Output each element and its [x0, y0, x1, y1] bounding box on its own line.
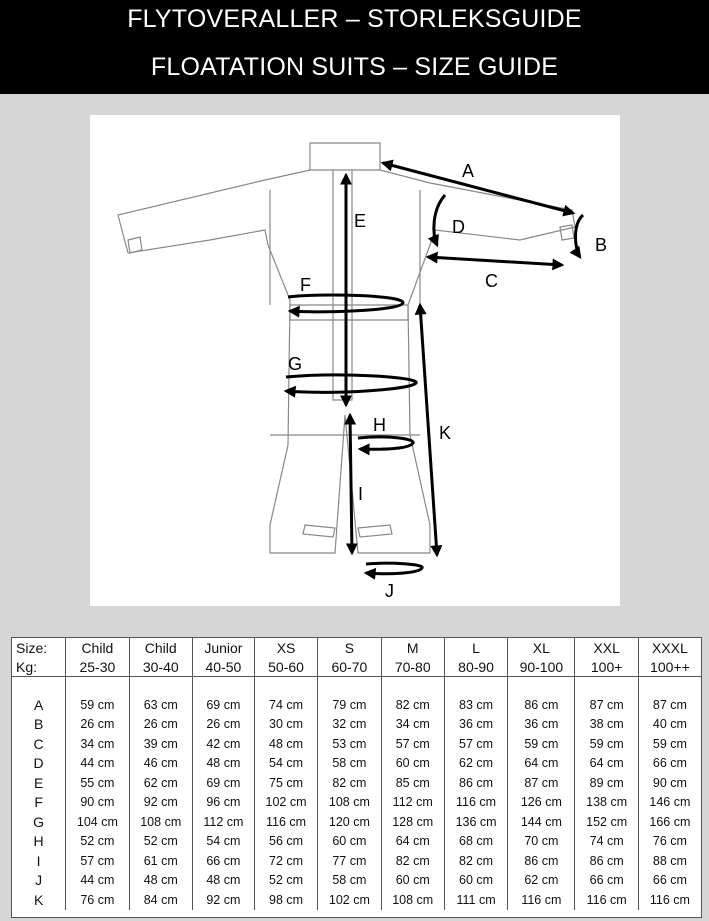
weight-header-row — [12, 657, 701, 677]
table-cell: 64 cm — [575, 754, 638, 774]
measurement-arrows — [286, 163, 583, 574]
arrow-i — [350, 415, 352, 553]
table-cell: 116 cm — [254, 812, 317, 832]
table-cell: 60 cm — [318, 832, 381, 852]
row-letter: C — [33, 735, 44, 752]
table-cell: 26 cm — [129, 715, 192, 735]
table-cell: 36 cm — [508, 715, 575, 735]
table-row — [12, 851, 701, 871]
table-cell: 76 cm — [66, 890, 129, 910]
table-cell: 136 cm — [444, 812, 507, 832]
table-cell: 38 cm — [575, 715, 638, 735]
label-d: D — [452, 217, 465, 237]
table-cell: 90 cm — [638, 773, 701, 793]
table-cell: 44 cm — [66, 754, 129, 774]
measurement-rows — [12, 695, 701, 910]
row-letter: G — [33, 813, 45, 830]
table-cell: 42 cm — [192, 734, 254, 754]
row-letter: A — [33, 696, 44, 713]
table-cell: 58 cm — [318, 754, 381, 774]
table-cell: 86 cm — [508, 851, 575, 871]
row-letter: H — [33, 833, 44, 850]
table-cell: 116 cm — [638, 890, 701, 910]
table-cell: 60 cm — [444, 871, 507, 891]
table-cell: 82 cm — [381, 695, 444, 715]
table-cell: 85 cm — [381, 773, 444, 793]
row-letter: I — [36, 852, 41, 869]
table-cell: 146 cm — [638, 793, 701, 813]
table-cell: 52 cm — [254, 871, 317, 891]
label-b: B — [595, 235, 608, 255]
label-c: C — [485, 271, 498, 291]
table-cell: 62 cm — [508, 871, 575, 891]
weight-col-9: 100+ — [575, 657, 638, 677]
table-cell: 63 cm — [129, 695, 192, 715]
label-f: F — [300, 275, 311, 295]
title-norwegian: FLYTOVERALLER – STORLEKSGUIDE — [127, 5, 582, 33]
table-cell: 54 cm — [254, 754, 317, 774]
title-english: FLOATATION SUITS – SIZE GUIDE — [150, 53, 559, 81]
table-cell: 102 cm — [254, 793, 317, 813]
table-cell: 34 cm — [66, 734, 129, 754]
table-cell: 83 cm — [444, 695, 507, 715]
size-col-7: L — [444, 638, 507, 657]
weight-col-10: 100++ — [638, 657, 701, 677]
label-h: H — [373, 415, 386, 435]
page-header — [0, 0, 709, 94]
table-cell: 66 cm — [638, 754, 701, 774]
table-cell: 104 cm — [66, 812, 129, 832]
table-cell: 64 cm — [381, 832, 444, 852]
table-cell: 92 cm — [129, 793, 192, 813]
table-cell: 166 cm — [638, 812, 701, 832]
size-header-row — [12, 638, 701, 657]
table-cell: 66 cm — [192, 851, 254, 871]
table-cell: 57 cm — [444, 734, 507, 754]
table-cell: 57 cm — [66, 851, 129, 871]
arrow-h — [358, 437, 413, 449]
table-cell: 108 cm — [381, 890, 444, 910]
arrow-g — [286, 375, 416, 392]
table-cell: 57 cm — [381, 734, 444, 754]
weight-col-1: 25-30 — [66, 657, 129, 677]
table-cell: 48 cm — [192, 871, 254, 891]
table-cell: 52 cm — [66, 832, 129, 852]
table-cell: 116 cm — [575, 890, 638, 910]
arrow-d — [434, 195, 445, 245]
table-cell: 48 cm — [129, 871, 192, 891]
weight-col-6: 70-80 — [381, 657, 444, 677]
size-col-2: Child — [129, 638, 192, 657]
table-cell: 82 cm — [444, 851, 507, 871]
table-cell: 62 cm — [444, 754, 507, 774]
table-row — [12, 871, 701, 891]
table-cell: 86 cm — [575, 851, 638, 871]
table-cell: 90 cm — [66, 793, 129, 813]
table-cell: 86 cm — [444, 773, 507, 793]
table-cell: 144 cm — [508, 812, 575, 832]
weight-col-8: 90-100 — [508, 657, 575, 677]
size-col-4: XS — [254, 638, 317, 657]
table-cell: 61 cm — [129, 851, 192, 871]
table-cell: 87 cm — [575, 695, 638, 715]
arrow-c — [428, 257, 562, 265]
arrow-b — [576, 215, 584, 257]
row-letter: J — [35, 872, 43, 889]
table-cell: 82 cm — [318, 773, 381, 793]
table-cell: 48 cm — [254, 734, 317, 754]
table-cell: 60 cm — [381, 754, 444, 774]
table-cell: 40 cm — [638, 715, 701, 735]
table-cell: 87 cm — [508, 773, 575, 793]
table-cell: 102 cm — [318, 890, 381, 910]
table-cell: 58 cm — [318, 871, 381, 891]
table-cell: 96 cm — [192, 793, 254, 813]
table-cell: 59 cm — [638, 734, 701, 754]
table-row — [12, 754, 701, 774]
weight-col-5: 60-70 — [318, 657, 381, 677]
table-row — [12, 812, 701, 832]
table-cell: 108 cm — [318, 793, 381, 813]
label-a: A — [462, 161, 475, 181]
suit-diagram-svg — [90, 115, 620, 606]
table-cell: 26 cm — [66, 715, 129, 735]
weight-col-7: 80-90 — [444, 657, 507, 677]
table-cell: 46 cm — [129, 754, 192, 774]
size-table-container — [11, 637, 702, 918]
label-j: J — [385, 581, 394, 601]
weight-col-4: 50-60 — [254, 657, 317, 677]
table-cell: 44 cm — [66, 871, 129, 891]
row-letter: F — [34, 794, 43, 811]
table-row — [12, 890, 701, 910]
row-letter: D — [33, 755, 44, 772]
table-cell: 39 cm — [129, 734, 192, 754]
table-cell: 76 cm — [638, 832, 701, 852]
table-cell: 116 cm — [508, 890, 575, 910]
arrow-a — [383, 163, 573, 213]
table-cell: 69 cm — [192, 695, 254, 715]
size-col-3: Junior — [192, 638, 254, 657]
table-cell: 128 cm — [381, 812, 444, 832]
table-cell: 62 cm — [129, 773, 192, 793]
size-label: Size: — [16, 639, 48, 656]
table-cell: 111 cm — [444, 890, 507, 910]
table-cell: 77 cm — [318, 851, 381, 871]
table-cell: 54 cm — [192, 832, 254, 852]
weight-col-3: 40-50 — [192, 657, 254, 677]
table-cell: 30 cm — [254, 715, 317, 735]
size-col-1: Child — [66, 638, 129, 657]
size-col-5: S — [318, 638, 381, 657]
table-cell: 32 cm — [318, 715, 381, 735]
table-cell: 116 cm — [444, 793, 507, 813]
table-cell: 36 cm — [444, 715, 507, 735]
table-cell: 52 cm — [129, 832, 192, 852]
row-letter: K — [33, 891, 44, 908]
table-cell: 72 cm — [254, 851, 317, 871]
table-cell: 66 cm — [638, 871, 701, 891]
table-cell: 55 cm — [66, 773, 129, 793]
table-cell: 84 cm — [129, 890, 192, 910]
table-row — [12, 773, 701, 793]
table-cell: 152 cm — [575, 812, 638, 832]
table-cell: 89 cm — [575, 773, 638, 793]
table-cell: 79 cm — [318, 695, 381, 715]
table-cell: 70 cm — [508, 832, 575, 852]
table-row — [12, 832, 701, 852]
table-cell: 88 cm — [638, 851, 701, 871]
label-e: E — [354, 211, 367, 231]
table-cell: 68 cm — [444, 832, 507, 852]
table-cell: 26 cm — [192, 715, 254, 735]
table-cell: 92 cm — [192, 890, 254, 910]
table-cell: 59 cm — [508, 734, 575, 754]
size-col-8: XL — [508, 638, 575, 657]
table-cell: 82 cm — [381, 851, 444, 871]
table-cell: 60 cm — [381, 871, 444, 891]
table-cell: 87 cm — [638, 695, 701, 715]
table-cell: 69 cm — [192, 773, 254, 793]
table-cell: 75 cm — [254, 773, 317, 793]
table-cell: 126 cm — [508, 793, 575, 813]
label-k: K — [439, 423, 452, 443]
suit-measurement-diagram — [90, 115, 620, 606]
size-table — [12, 638, 701, 910]
table-cell: 112 cm — [381, 793, 444, 813]
table-cell: 59 cm — [575, 734, 638, 754]
table-cell: 74 cm — [575, 832, 638, 852]
table-cell: 108 cm — [129, 812, 192, 832]
label-i: I — [358, 484, 364, 504]
weight-col-2: 30-40 — [129, 657, 192, 677]
table-row — [12, 715, 701, 735]
table-cell: 59 cm — [66, 695, 129, 715]
size-col-9: XXL — [575, 638, 638, 657]
kg-label: Kg: — [16, 658, 38, 675]
table-cell: 48 cm — [192, 754, 254, 774]
table-cell: 74 cm — [254, 695, 317, 715]
table-cell: 66 cm — [575, 871, 638, 891]
table-row — [12, 695, 701, 715]
size-col-6: M — [381, 638, 444, 657]
table-cell: 98 cm — [254, 890, 317, 910]
size-col-10: XXXL — [638, 638, 701, 657]
table-row — [12, 734, 701, 754]
table-cell: 138 cm — [575, 793, 638, 813]
table-cell: 112 cm — [192, 812, 254, 832]
table-cell: 64 cm — [508, 754, 575, 774]
row-letter: E — [33, 774, 44, 791]
label-g: G — [288, 354, 303, 374]
table-cell: 56 cm — [254, 832, 317, 852]
arrow-j — [366, 563, 422, 574]
spacer-row — [12, 677, 701, 696]
table-cell: 53 cm — [318, 734, 381, 754]
table-cell: 34 cm — [381, 715, 444, 735]
table-row — [12, 793, 701, 813]
table-cell: 86 cm — [508, 695, 575, 715]
table-cell: 120 cm — [318, 812, 381, 832]
row-letter: B — [33, 716, 44, 733]
